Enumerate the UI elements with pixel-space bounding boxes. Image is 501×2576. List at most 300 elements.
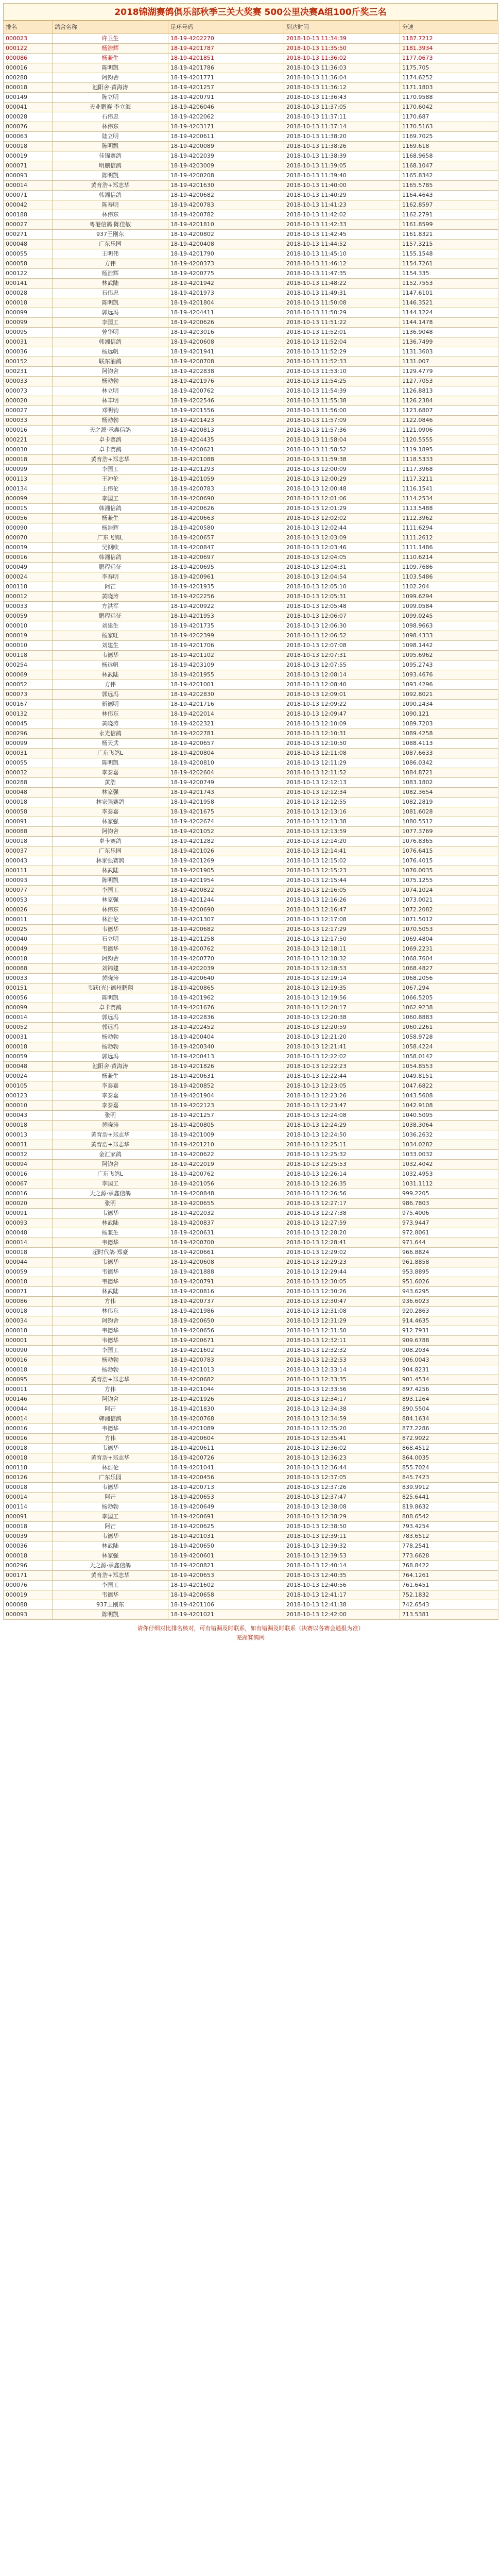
cell-name: 杨远帆 <box>53 347 168 357</box>
table-row <box>4 1160 498 1170</box>
cell-name: 阿芒 <box>53 582 168 592</box>
cell-time: 2018-10-13 12:13:16 <box>284 807 400 817</box>
table-row <box>4 964 498 974</box>
table-row <box>4 778 498 788</box>
cell-speed: 1154.7261 <box>400 259 498 269</box>
cell-ring: 18-19-4200695 <box>168 563 284 572</box>
cell-ring: 18-19-4200658 <box>168 1590 284 1600</box>
table-row <box>4 357 498 367</box>
cell-speed: 1099.6294 <box>400 592 498 602</box>
cell-name: 鹏程远征 <box>53 612 168 621</box>
cell-ring: 18-19-4201958 <box>168 798 284 807</box>
cell-rank: 000114 <box>4 1502 53 1512</box>
cell-ring: 18-19-4201282 <box>168 837 284 846</box>
cell-time: 2018-10-13 12:00:48 <box>284 484 400 494</box>
cell-rank: 000254 <box>4 660 53 670</box>
table-row <box>4 514 498 523</box>
cell-rank: 000152 <box>4 357 53 367</box>
table-row <box>4 954 498 964</box>
table-row <box>4 827 498 837</box>
cell-time: 2018-10-13 11:54:25 <box>284 377 400 386</box>
cell-ring: 18-19-4203016 <box>168 328 284 337</box>
cell-time: 2018-10-13 12:31:50 <box>284 1326 400 1336</box>
cell-ring: 18-19-4200611 <box>168 132 284 142</box>
cell-speed: 778.2541 <box>400 1541 498 1551</box>
cell-ring: 18-19-4201953 <box>168 612 284 621</box>
cell-rank: 000111 <box>4 866 53 876</box>
cell-name: 广东飞鸽L <box>53 533 168 543</box>
cell-name: 杨勃勃 <box>53 1355 168 1365</box>
cell-rank: 000151 <box>4 984 53 993</box>
table-row <box>4 533 498 543</box>
cell-ring: 18-19-4200690 <box>168 494 284 504</box>
cell-name: 石伟忠 <box>53 289 168 298</box>
cell-speed: 1170.687 <box>400 112 498 122</box>
cell-rank: 000048 <box>4 240 53 249</box>
table-row <box>4 660 498 670</box>
cell-time: 2018-10-13 12:01:06 <box>284 494 400 504</box>
cell-rank: 000271 <box>4 230 53 240</box>
cell-time: 2018-10-13 12:27:38 <box>284 1209 400 1218</box>
cell-time: 2018-10-13 11:42:02 <box>284 210 400 220</box>
cell-time: 2018-10-13 11:57:36 <box>284 426 400 435</box>
cell-time: 2018-10-13 12:25:11 <box>284 1140 400 1150</box>
cell-speed: 1093.4676 <box>400 670 498 680</box>
cell-name: 陆立明 <box>53 132 168 142</box>
table-row <box>4 171 498 181</box>
table-row <box>4 122 498 132</box>
cell-rank: 000018 <box>4 798 53 807</box>
cell-ring: 18-19-4200822 <box>168 886 284 895</box>
cell-rank: 000093 <box>4 876 53 886</box>
cell-speed: 1169.7025 <box>400 132 498 142</box>
cell-speed: 1090.2434 <box>400 700 498 709</box>
table-row <box>4 210 498 220</box>
cell-speed: 1080.5512 <box>400 817 498 827</box>
cell-time: 2018-10-13 12:05:10 <box>284 582 400 592</box>
cell-rank: 000019 <box>4 631 53 641</box>
cell-rank: 000016 <box>4 553 53 563</box>
cell-time: 2018-10-13 12:00:09 <box>284 465 400 474</box>
cell-time: 2018-10-13 12:24:08 <box>284 1111 400 1121</box>
cell-rank: 000118 <box>4 582 53 592</box>
cell-ring: 18-19-4202039 <box>168 151 284 161</box>
table-row <box>4 866 498 876</box>
cell-ring: 18-19-4200089 <box>168 142 284 151</box>
cell-ring: 18-19-4201052 <box>168 827 284 837</box>
table-row <box>4 1248 498 1258</box>
cell-speed: 1121.0906 <box>400 426 498 435</box>
cell-time: 2018-10-13 11:46:12 <box>284 259 400 269</box>
cell-speed: 1069.2231 <box>400 944 498 954</box>
cell-ring: 18-19-4200653 <box>168 1571 284 1581</box>
cell-time: 2018-10-13 12:33:35 <box>284 1375 400 1385</box>
cell-speed: 1120.5555 <box>400 435 498 445</box>
cell-speed: 1177.0673 <box>400 54 498 63</box>
cell-ring: 18-19-4201630 <box>168 181 284 191</box>
table-row <box>4 367 498 377</box>
cell-speed: 1076.4015 <box>400 856 498 866</box>
cell-ring: 18-19-4200640 <box>168 974 284 984</box>
cell-name: 杨勃勃 <box>53 1502 168 1512</box>
cell-speed: 1161.8599 <box>400 220 498 230</box>
cell-time: 2018-10-13 11:37:11 <box>284 112 400 122</box>
cell-time: 2018-10-13 11:51:22 <box>284 318 400 328</box>
cell-name: 林武陆 <box>53 866 168 876</box>
cell-ring: 18-19-4200805 <box>168 1121 284 1130</box>
cell-name: 卓卡赛鸽 <box>53 837 168 846</box>
cell-name: 李国工 <box>53 1346 168 1355</box>
cell-time: 2018-10-13 11:45:10 <box>284 249 400 259</box>
table-row <box>4 347 498 357</box>
cell-rank: 000090 <box>4 523 53 533</box>
cell-rank: 000028 <box>4 112 53 122</box>
cell-speed: 768.8422 <box>400 1561 498 1571</box>
cell-time: 2018-10-13 11:38:39 <box>284 151 400 161</box>
cell-speed: 1127.7053 <box>400 377 498 386</box>
cell-ring: 18-19-4200622 <box>168 1150 284 1160</box>
cell-rank: 000010 <box>4 641 53 651</box>
cell-rank: 000026 <box>4 905 53 915</box>
cell-speed: 906.0043 <box>400 1355 498 1365</box>
cell-speed: 872.9022 <box>400 1434 498 1444</box>
cell-speed: 1067.294 <box>400 984 498 993</box>
cell-ring: 18-19-4201706 <box>168 641 284 651</box>
cell-rank: 000041 <box>4 103 53 112</box>
cell-name: 广东乐园 <box>53 1473 168 1483</box>
cell-rank: 000146 <box>4 1395 53 1404</box>
cell-time: 2018-10-13 12:13:38 <box>284 817 400 827</box>
table-row <box>4 1297 498 1307</box>
cell-time: 2018-10-13 11:40:29 <box>284 191 400 200</box>
cell-time: 2018-10-13 11:36:04 <box>284 73 400 83</box>
cell-ring: 18-19-4202546 <box>168 396 284 406</box>
cell-ring: 18-19-4201735 <box>168 621 284 631</box>
cell-name: 杨勃勃 <box>53 416 168 426</box>
cell-rank: 000010 <box>4 621 53 631</box>
cell-speed: 1117.3211 <box>400 474 498 484</box>
cell-rank: 000122 <box>4 44 53 54</box>
cell-ring: 18-19-4200791 <box>168 93 284 103</box>
table-row <box>4 690 498 700</box>
cell-speed: 1089.7203 <box>400 719 498 729</box>
cell-time: 2018-10-13 12:04:05 <box>284 553 400 563</box>
cell-rank: 000059 <box>4 1267 53 1277</box>
table-row <box>4 161 498 171</box>
table-row <box>4 895 498 905</box>
table-row <box>4 1590 498 1600</box>
cell-rank: 000076 <box>4 1581 53 1590</box>
cell-name: 佳锦赛鸽 <box>53 151 168 161</box>
cell-rank: 000012 <box>4 592 53 602</box>
footer-source: 芜湖赛鸽网 <box>236 1634 265 1641</box>
cell-speed: 1098.1442 <box>400 641 498 651</box>
cell-time: 2018-10-13 12:07:08 <box>284 641 400 651</box>
table-row <box>4 1463 498 1473</box>
table-row <box>4 915 498 925</box>
cell-name: 黄育浩+郑志华 <box>53 1140 168 1150</box>
cell-ring: 18-19-4201009 <box>168 1130 284 1140</box>
cell-time: 2018-10-13 12:10:31 <box>284 729 400 739</box>
cell-time: 2018-10-13 12:15:23 <box>284 866 400 876</box>
table-row <box>4 474 498 484</box>
cell-rank: 000070 <box>4 533 53 543</box>
cell-speed: 1060.8883 <box>400 1013 498 1023</box>
table-row <box>4 739 498 749</box>
cell-ring: 18-19-4202256 <box>168 592 284 602</box>
table-row <box>4 944 498 954</box>
cell-speed: 1118.5333 <box>400 455 498 465</box>
cell-time: 2018-10-13 12:41:38 <box>284 1600 400 1610</box>
cell-time: 2018-10-13 12:18:11 <box>284 944 400 954</box>
cell-ring: 18-19-4200810 <box>168 758 284 768</box>
cell-name: 卓卡赛鸽 <box>53 445 168 455</box>
cell-speed: 1043.5608 <box>400 1091 498 1101</box>
cell-ring: 18-19-4201031 <box>168 1532 284 1541</box>
cell-ring: 18-19-4200837 <box>168 1218 284 1228</box>
table-row <box>4 1453 498 1463</box>
cell-ring: 18-19-4200768 <box>168 1414 284 1424</box>
cell-ring: 18-19-4202039 <box>168 964 284 974</box>
cell-rank: 000014 <box>4 1493 53 1502</box>
cell-time: 2018-10-13 12:08:40 <box>284 680 400 690</box>
cell-rank: 000053 <box>4 895 53 905</box>
table-row <box>4 504 498 514</box>
cell-rank: 000045 <box>4 719 53 729</box>
table-row <box>4 680 498 690</box>
cell-speed: 909.6788 <box>400 1336 498 1346</box>
cell-ring: 18-19-4202836 <box>168 1013 284 1023</box>
cell-ring: 18-19-4201258 <box>168 935 284 944</box>
cell-ring: 18-19-4206046 <box>168 103 284 112</box>
cell-ring: 18-19-4200770 <box>168 954 284 964</box>
cell-time: 2018-10-13 12:04:54 <box>284 572 400 582</box>
cell-rank: 000122 <box>4 269 53 279</box>
cell-name: 吴钢欧 <box>53 543 168 553</box>
cell-speed: 1098.4333 <box>400 631 498 641</box>
table-row <box>4 1404 498 1414</box>
report-container <box>3 3 498 1642</box>
cell-rank: 000091 <box>4 1512 53 1522</box>
cell-time: 2018-10-13 11:38:26 <box>284 142 400 151</box>
cell-rank: 000049 <box>4 944 53 954</box>
cell-name: 方伟 <box>53 259 168 269</box>
cell-speed: 1171.1803 <box>400 83 498 93</box>
table-row <box>4 1541 498 1551</box>
cell-time: 2018-10-13 11:59:38 <box>284 455 400 465</box>
table-row <box>4 1493 498 1502</box>
cell-name: 超时代鸽·郑豪 <box>53 1248 168 1258</box>
cell-speed: 1083.1802 <box>400 778 498 788</box>
cell-rank: 000036 <box>4 347 53 357</box>
table-row <box>4 1179 498 1189</box>
cell-ring: 18-19-4200413 <box>168 1052 284 1062</box>
cell-speed: 1086.0342 <box>400 758 498 768</box>
table-row <box>4 1512 498 1522</box>
cell-time: 2018-10-13 12:12:13 <box>284 778 400 788</box>
cell-rank: 000088 <box>4 1600 53 1610</box>
cell-rank: 000099 <box>4 465 53 474</box>
table-row <box>4 1111 498 1121</box>
cell-time: 2018-10-13 11:56:00 <box>284 406 400 416</box>
cell-speed: 1062.9238 <box>400 1003 498 1013</box>
table-row <box>4 1561 498 1571</box>
cell-time: 2018-10-13 11:42:45 <box>284 230 400 240</box>
cell-speed: 901.4534 <box>400 1375 498 1385</box>
cell-ring: 18-19-4201106 <box>168 1600 284 1610</box>
table-row <box>4 1571 498 1581</box>
table-row <box>4 1218 498 1228</box>
cell-ring: 18-19-4200700 <box>168 1238 284 1248</box>
cell-time: 2018-10-13 12:26:14 <box>284 1170 400 1179</box>
cell-name: 杨浩辉 <box>53 269 168 279</box>
cell-time: 2018-10-13 12:39:11 <box>284 1532 400 1541</box>
table-row <box>4 1336 498 1346</box>
cell-name: 林立明 <box>53 386 168 396</box>
cell-time: 2018-10-13 12:16:05 <box>284 886 400 895</box>
cell-speed: 793.4254 <box>400 1522 498 1532</box>
cell-ring: 18-19-4201790 <box>168 249 284 259</box>
cell-name: 粤港信鸽·陈佳敏 <box>53 220 168 230</box>
cell-time: 2018-10-13 12:36:23 <box>284 1453 400 1463</box>
page-title: 2018锦湖赛鸽俱乐部秋季三关大奖赛 500公里决赛A组100斤奖三名 <box>3 3 498 21</box>
cell-time: 2018-10-13 12:20:59 <box>284 1023 400 1032</box>
table-row <box>4 1346 498 1355</box>
cell-speed: 1144.1224 <box>400 308 498 318</box>
cell-ring: 18-19-4201210 <box>168 1140 284 1150</box>
cell-ring: 18-19-4200775 <box>168 269 284 279</box>
cell-rank: 000093 <box>4 171 53 181</box>
cell-speed: 1169.618 <box>400 142 498 151</box>
cell-rank: 000018 <box>4 455 53 465</box>
cell-ring: 18-19-4201244 <box>168 895 284 905</box>
cell-rank: 000048 <box>4 1228 53 1238</box>
cell-time: 2018-10-13 11:36:43 <box>284 93 400 103</box>
cell-speed: 855.7024 <box>400 1463 498 1473</box>
cell-time: 2018-10-13 12:18:53 <box>284 964 400 974</box>
cell-time: 2018-10-13 12:28:41 <box>284 1238 400 1248</box>
cell-speed: 1087.6633 <box>400 749 498 758</box>
table-row <box>4 641 498 651</box>
cell-speed: 752.1832 <box>400 1590 498 1600</box>
cell-speed: 1069.4804 <box>400 935 498 944</box>
cell-rank: 000043 <box>4 1111 53 1121</box>
table-row <box>4 758 498 768</box>
cell-time: 2018-10-13 12:28:20 <box>284 1228 400 1238</box>
cell-name: 永光信鸽 <box>53 729 168 739</box>
table-row <box>4 1199 498 1209</box>
cell-rank: 000043 <box>4 856 53 866</box>
cell-time: 2018-10-13 12:22:02 <box>284 1052 400 1062</box>
table-row <box>4 269 498 279</box>
cell-time: 2018-10-13 12:40:56 <box>284 1581 400 1590</box>
cell-time: 2018-10-13 12:16:26 <box>284 895 400 905</box>
cell-rank: 000288 <box>4 778 53 788</box>
cell-ring: 18-19-4201257 <box>168 1111 284 1121</box>
cell-speed: 773.6628 <box>400 1551 498 1561</box>
table-row <box>4 1121 498 1130</box>
table-row <box>4 572 498 582</box>
cell-ring: 18-19-4201771 <box>168 73 284 83</box>
cell-rank: 000171 <box>4 1571 53 1581</box>
cell-time: 2018-10-13 12:34:38 <box>284 1404 400 1414</box>
cell-rank: 000090 <box>4 1346 53 1355</box>
cell-rank: 000033 <box>4 974 53 984</box>
cell-name: 韦德华 <box>53 1336 168 1346</box>
cell-name: 广东飞鸽L <box>53 1170 168 1179</box>
cell-speed: 1111.1486 <box>400 543 498 553</box>
cell-rank: 000020 <box>4 1199 53 1209</box>
cell-time: 2018-10-13 12:17:29 <box>284 925 400 935</box>
cell-time: 2018-10-13 11:39:40 <box>284 171 400 181</box>
cell-time: 2018-10-13 12:34:59 <box>284 1414 400 1424</box>
column-header-ring: 足环号码 <box>168 21 284 34</box>
cell-ring: 18-19-4200631 <box>168 1228 284 1238</box>
cell-rank: 000033 <box>4 602 53 612</box>
cell-speed: 1098.9663 <box>400 621 498 631</box>
cell-rank: 000058 <box>4 259 53 269</box>
table-row <box>4 1473 498 1483</box>
cell-name: 石立明 <box>53 935 168 944</box>
cell-name: 林武陆 <box>53 1287 168 1297</box>
cell-speed: 1154.335 <box>400 269 498 279</box>
cell-name: 林家强 <box>53 1551 168 1561</box>
cell-time: 2018-10-13 12:34:17 <box>284 1395 400 1404</box>
table-row <box>4 1267 498 1277</box>
cell-rank: 000118 <box>4 1463 53 1473</box>
cell-time: 2018-10-13 12:06:52 <box>284 631 400 641</box>
cell-ring: 18-19-4202123 <box>168 1101 284 1111</box>
cell-ring: 18-19-4201089 <box>168 1424 284 1434</box>
table-row <box>4 1502 498 1512</box>
cell-ring: 18-19-4202674 <box>168 817 284 827</box>
cell-rank: 000059 <box>4 1052 53 1062</box>
cell-name: 林浩伦 <box>53 1463 168 1473</box>
cell-rank: 000018 <box>4 1248 53 1258</box>
cell-time: 2018-10-13 11:58:52 <box>284 445 400 455</box>
cell-name: 明鹏信鸽 <box>53 161 168 171</box>
cell-name: 黄育浩+郑志华 <box>53 1375 168 1385</box>
cell-rank: 000031 <box>4 337 53 347</box>
cell-name: 刘建生 <box>53 641 168 651</box>
cell-speed: 1033.0032 <box>400 1150 498 1160</box>
cell-time: 2018-10-13 12:38:50 <box>284 1522 400 1532</box>
table-row <box>4 1385 498 1395</box>
cell-time: 2018-10-13 12:19:14 <box>284 974 400 984</box>
cell-ring: 18-19-4201056 <box>168 1179 284 1189</box>
table-row <box>4 1532 498 1541</box>
cell-time: 2018-10-13 12:25:53 <box>284 1160 400 1170</box>
table-row <box>4 1189 498 1199</box>
cell-name: 黄育浩+郑志华 <box>53 455 168 465</box>
cell-speed: 1170.9588 <box>400 93 498 103</box>
cell-ring: 18-19-4200661 <box>168 1248 284 1258</box>
cell-ring: 18-19-4200726 <box>168 1453 284 1463</box>
cell-rank: 000016 <box>4 1434 53 1444</box>
cell-rank: 000099 <box>4 494 53 504</box>
cell-name: 韦德华 <box>53 925 168 935</box>
cell-rank: 000088 <box>4 964 53 974</box>
table-row <box>4 54 498 63</box>
cell-ring: 18-19-4200682 <box>168 1375 284 1385</box>
cell-ring: 18-19-4201013 <box>168 1365 284 1375</box>
table-row <box>4 416 498 426</box>
cell-rank: 000036 <box>4 1541 53 1551</box>
cell-rank: 000086 <box>4 54 53 63</box>
cell-time: 2018-10-13 12:20:17 <box>284 1003 400 1013</box>
cell-speed: 1032.4953 <box>400 1170 498 1179</box>
cell-speed: 1075.1255 <box>400 876 498 886</box>
